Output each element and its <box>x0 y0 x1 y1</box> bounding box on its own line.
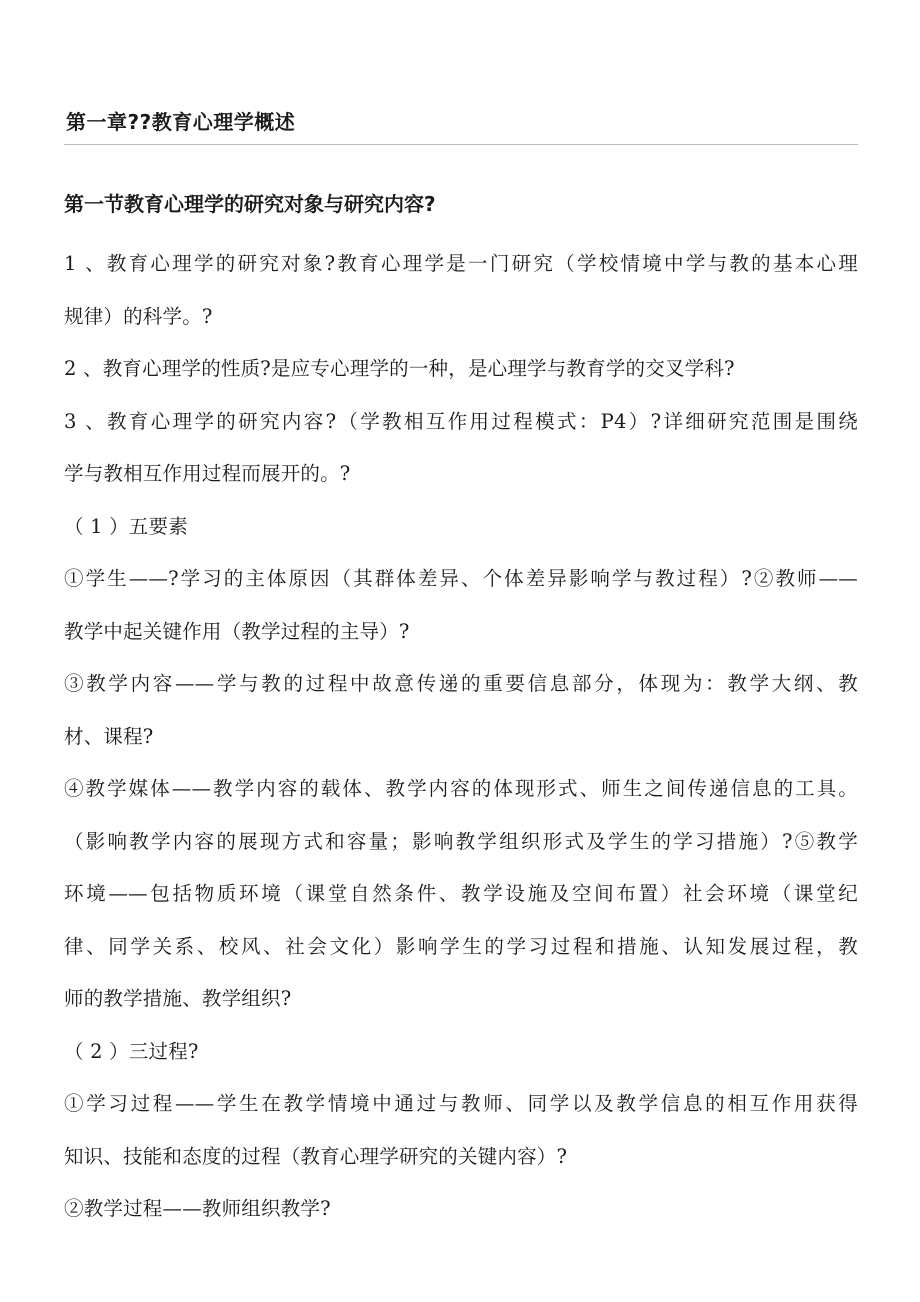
subheading-five-elements: （ 1 ）五要素 <box>64 514 188 538</box>
text-line: 环境——包括物质环境（课堂自然条件、教学设施及空间布置）社会环境（课堂纪 <box>64 882 858 905</box>
text-line: 教学中起关键作用（教学过程的主导）? <box>64 619 410 643</box>
text-line: 师的教学措施、教学组织? <box>64 987 292 1010</box>
text-line: （影响教学内容的展现方式和容量；影响教学组织形式及学生的学习措施）?⑤教学 <box>64 829 858 853</box>
text-line: ①学习过程——学生在教学情境中通过与教师、同学以及教学信息的相互作用获得 <box>64 1092 858 1115</box>
text-line: 规律）的科学。? <box>64 304 213 328</box>
chapter-title: 第一章??教育心理学概述 <box>66 110 296 134</box>
text-line: ①学生——?学习的主体原因（其群体差异、个体差异影响学与教过程）?②教师—— <box>64 567 858 590</box>
text-line: 学与教相互作用过程而展开的。? <box>64 462 351 485</box>
text-line: 2 、教育心理学的性质?是应专心理学的一种，是心理学与教育学的交叉学科? <box>64 357 735 380</box>
text-line: 3 、教育心理学的研究内容?（学教相互作用过程模式：P4）?详细研究范围是围绕 <box>64 409 858 433</box>
subheading-three-processes: （ 2 ）三过程? <box>64 1039 199 1063</box>
document-body <box>64 186 858 1236</box>
text-line: 材、课程? <box>64 724 154 748</box>
text-line: ④教学媒体——教学内容的载体、教学内容的体现形式、师生之间传递信息的工具。 <box>64 777 858 800</box>
text-line: 律、同学关系、校风、社会文化）影响学生的学习过程和措施、认知发展过程，教 <box>64 934 858 958</box>
section-title: 第一节教育心理学的研究对象与研究内容? <box>64 192 436 216</box>
text-line: 知识、技能和态度的过程（教育心理学研究的关键内容）? <box>64 1144 568 1168</box>
text-line: ③教学内容——学与教的过程中故意传递的重要信息部分，体现为：教学大纲、教 <box>64 672 858 695</box>
text-line: 1 、教育心理学的研究对象?教育心理学是一门研究（学校情境中学与教的基本心理 <box>64 252 858 275</box>
text-line: ②教学过程——教师组织教学? <box>64 1197 331 1220</box>
header-divider <box>64 144 858 145</box>
body-text <box>64 238 858 1236</box>
